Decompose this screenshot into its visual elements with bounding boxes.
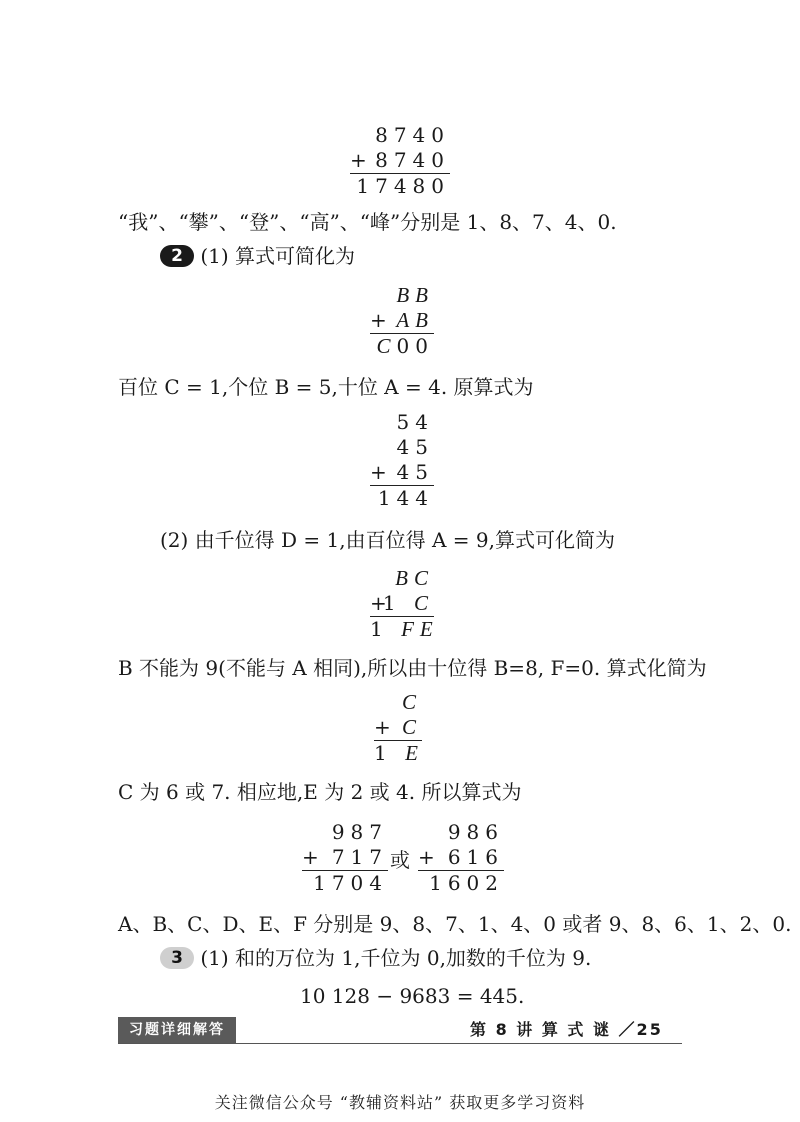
question-number-badge: 3: [160, 947, 194, 969]
answer-line-1: “我”、“攀”、“登”、“高”、“峰”分别是 1、8、7、4、0.: [118, 210, 617, 234]
sum: C00: [370, 333, 434, 359]
reason-line-c: C 为 6 或 7. 相应地,E 为 2 或 4. 所以算式为: [118, 780, 522, 804]
final-answer-line: A、B、C、D、E、F 分别是 9、8、7、1、4、0 或者 9、8、6、1、2、0.: [118, 912, 792, 936]
addend-2: + AB: [370, 308, 434, 332]
addend-2: + 717: [302, 845, 388, 869]
plus-sign: +: [350, 148, 367, 172]
vertical-addition-7: [418, 820, 504, 896]
footer-divider: [118, 1043, 682, 1044]
addend-2: + 616: [418, 845, 504, 869]
addend-1: 986: [447, 820, 504, 844]
addend-1: BC: [395, 566, 434, 590]
plus-sign: +: [370, 308, 387, 332]
addend-1: 54: [396, 410, 434, 434]
plus-sign: +: [370, 591, 387, 615]
sum: 1704: [302, 870, 388, 896]
plus-sign: +: [302, 845, 319, 869]
vertical-addition-1: [350, 123, 450, 199]
q3-heading: [160, 944, 591, 972]
sum: 17480: [350, 173, 450, 199]
chapter-page-label: 第 8 讲 算 式 谜 ／25: [470, 1020, 663, 1039]
subtraction-equation: 10 128 − 9683 = 445.: [300, 984, 525, 1008]
addend-2: 45: [396, 435, 434, 459]
addend-1: BB: [396, 283, 434, 307]
addend-2: + 1 C: [370, 591, 434, 615]
q2-heading: [160, 242, 355, 270]
sum: 1 E: [374, 741, 424, 765]
sum: 1 FE: [370, 617, 439, 641]
vertical-addition-5: [374, 690, 422, 766]
q3-intro: (1) 和的万位为 1,千位为 0,加数的千位为 9.: [200, 946, 592, 970]
plus-sign: +: [374, 715, 391, 739]
addend-1: C: [401, 690, 422, 714]
addend-2: + 8740: [350, 148, 450, 172]
addend-3: + 45: [370, 460, 434, 484]
addend-1: 8740: [375, 123, 450, 147]
vertical-addition-4: [370, 566, 439, 642]
part-2-line: (2) 由千位得 D = 1,由百位得 A = 9,算式可化简为: [160, 528, 615, 552]
vertical-addition-6: [302, 820, 388, 896]
section-tag: 习题详细解答: [118, 1017, 236, 1043]
or-word: 或: [390, 848, 410, 872]
reason-line-b: B 不能为 9(不能与 A 相同),所以由十位得 B=8, F=0. 算式化简为: [118, 656, 707, 680]
addend-2: + C: [374, 715, 422, 739]
plus-sign: +: [418, 845, 435, 869]
addend-1: 987: [331, 820, 388, 844]
sum: 1602: [418, 870, 504, 896]
result-line-1: 百位 C = 1,个位 B = 5,十位 A = 4. 原算式为: [118, 375, 534, 399]
plus-sign: +: [370, 460, 387, 484]
vertical-addition-2: [370, 283, 434, 359]
q2-intro: (1) 算式可简化为: [200, 244, 356, 268]
vertical-addition-3: [370, 410, 434, 511]
sum: 144: [370, 485, 434, 511]
watermark-text: 关注微信公众号 “教辅资料站” 获取更多学习资料: [214, 1093, 586, 1112]
question-number-badge: 2: [160, 245, 194, 267]
